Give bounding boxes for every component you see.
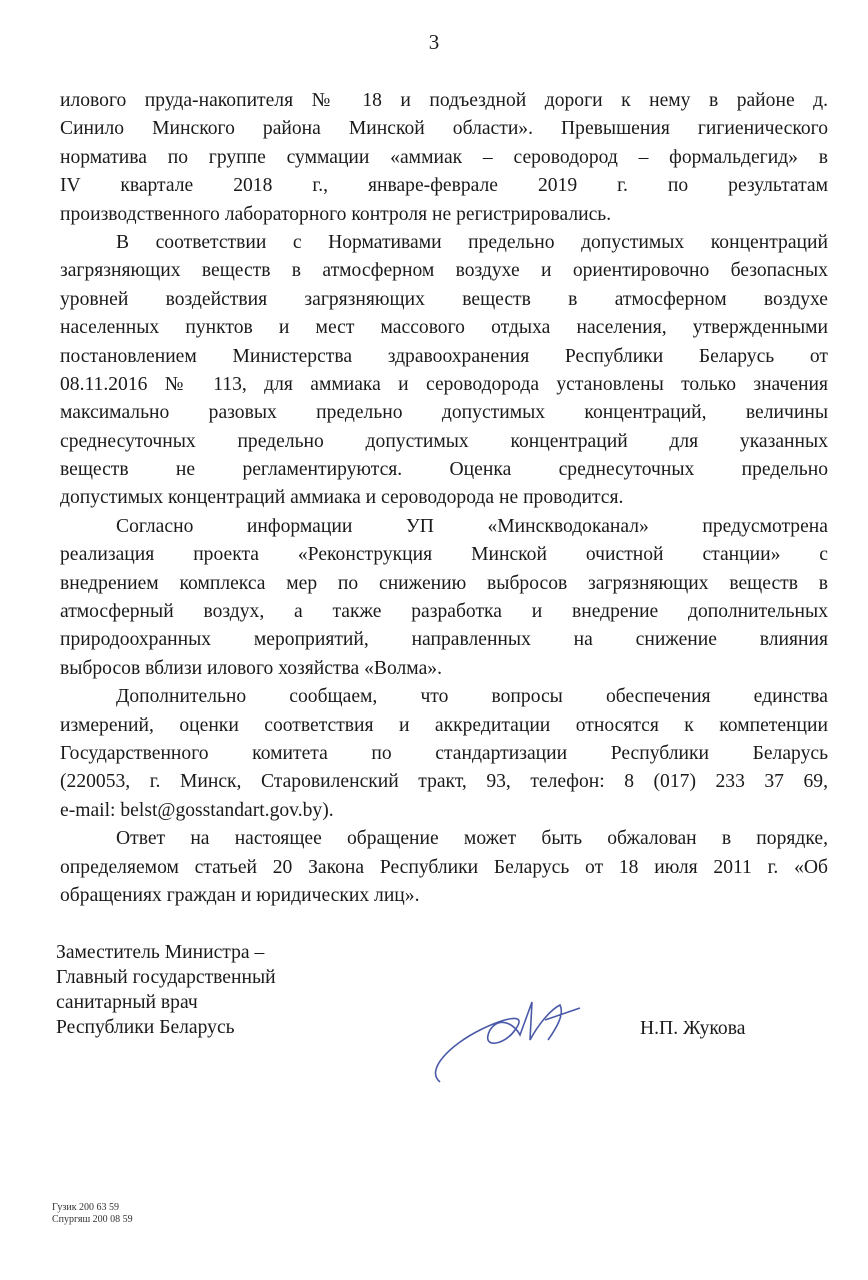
text-line: населенных пунктов и мест массового отдыха населения, утвержденными	[60, 317, 828, 339]
text-line: Государственного комитета по стандартизации Республики Беларусь	[60, 742, 828, 764]
footer-contacts	[52, 1202, 133, 1226]
text-line: производственного лабораторного контроля не регистрировались.	[60, 203, 612, 225]
text-line: определяемом статьей 20 Закона Республики Беларусь от 18 июля 2011 г. «Об	[60, 856, 828, 878]
text-line: веществ не регламентируются. Оценка среднесуточных предельно	[60, 459, 828, 481]
text-line: (220053, г. Минск, Старовиленский тракт, 93, телефон: 8 (017) 233 37 69,	[60, 771, 828, 793]
handwritten-signature	[420, 990, 620, 1090]
signatory-name: Н.П. Жукова	[640, 1018, 746, 1039]
text-line: уровней воздействия загрязняющих веществ в атмосферном воздухе	[60, 288, 828, 310]
signatory-title-line: санитарный врач	[56, 992, 198, 1013]
text-line: загрязняющих веществ в атмосферном воздухе и ориентировочно безопасных	[60, 260, 828, 282]
text-line: постановлением Министерства здравоохранения Республики Беларусь от	[60, 345, 828, 367]
text-line: внедрением комплекса мер по снижению выбросов загрязняющих веществ в	[60, 572, 828, 594]
text-line: обращениях граждан и юридических лиц».	[60, 884, 420, 906]
footer-line: Гузик 200 63 59	[52, 1202, 120, 1213]
text-line: Синило Минского района Минской области». Превышения гигиенического	[60, 118, 828, 140]
text-line: В соответствии с Нормативами предельно допустимых концентраций	[116, 231, 828, 253]
text-line: норматива по группе суммации «аммиак – сероводород – формальдегид» в	[60, 146, 828, 168]
text-line: Дополнительно сообщаем, что вопросы обеспечения единства	[116, 686, 828, 708]
signatory-title	[56, 940, 276, 1040]
letter-body	[60, 87, 828, 910]
text-line: выбросов вблизи илового хозяйства «Волма».	[60, 657, 442, 679]
text-line: IV квартале 2018 г., январе-феврале 2019 г. по результатам	[60, 175, 828, 197]
text-line: e-mail: belst@gosstandart.gov.by).	[60, 799, 334, 821]
text-line: допустимых концентраций аммиака и сероводорода не проводится.	[60, 487, 624, 509]
text-line: реализация проекта «Реконструкция Минской очистной станции» с	[60, 544, 828, 566]
text-line: природоохранных мероприятий, направленных на снижение влияния	[60, 629, 828, 651]
text-line: атмосферный воздух, а также разработка и внедрение дополнительных	[60, 601, 828, 623]
signatory-title-line: Республики Беларусь	[56, 1017, 235, 1038]
text-line: Согласно информации УП «Минскводоканал» предусмотрена	[116, 515, 828, 537]
page-number: 3	[428, 30, 440, 54]
signatory-title-line: Главный государственный	[56, 967, 276, 988]
text-line: максимально разовых предельно допустимых концентраций, величины	[60, 402, 828, 424]
text-line: среднесуточных предельно допустимых концентраций для указанных	[60, 430, 828, 452]
footer-line: Спургяш 200 08 59	[52, 1214, 133, 1225]
text-line: измерений, оценки соответствия и аккредитации относятся к компетенции	[60, 714, 828, 736]
text-line: 08.11.2016 № 113, для аммиака и сероводорода установлены только значения	[60, 373, 828, 395]
text-line: Ответ на настоящее обращение может быть обжалован в порядке,	[116, 828, 828, 850]
text-line: илового пруда-накопителя № 18 и подъездной дороги к нему в районе д.	[60, 90, 828, 111]
signatory-title-line: Заместитель Министра –	[56, 942, 265, 963]
